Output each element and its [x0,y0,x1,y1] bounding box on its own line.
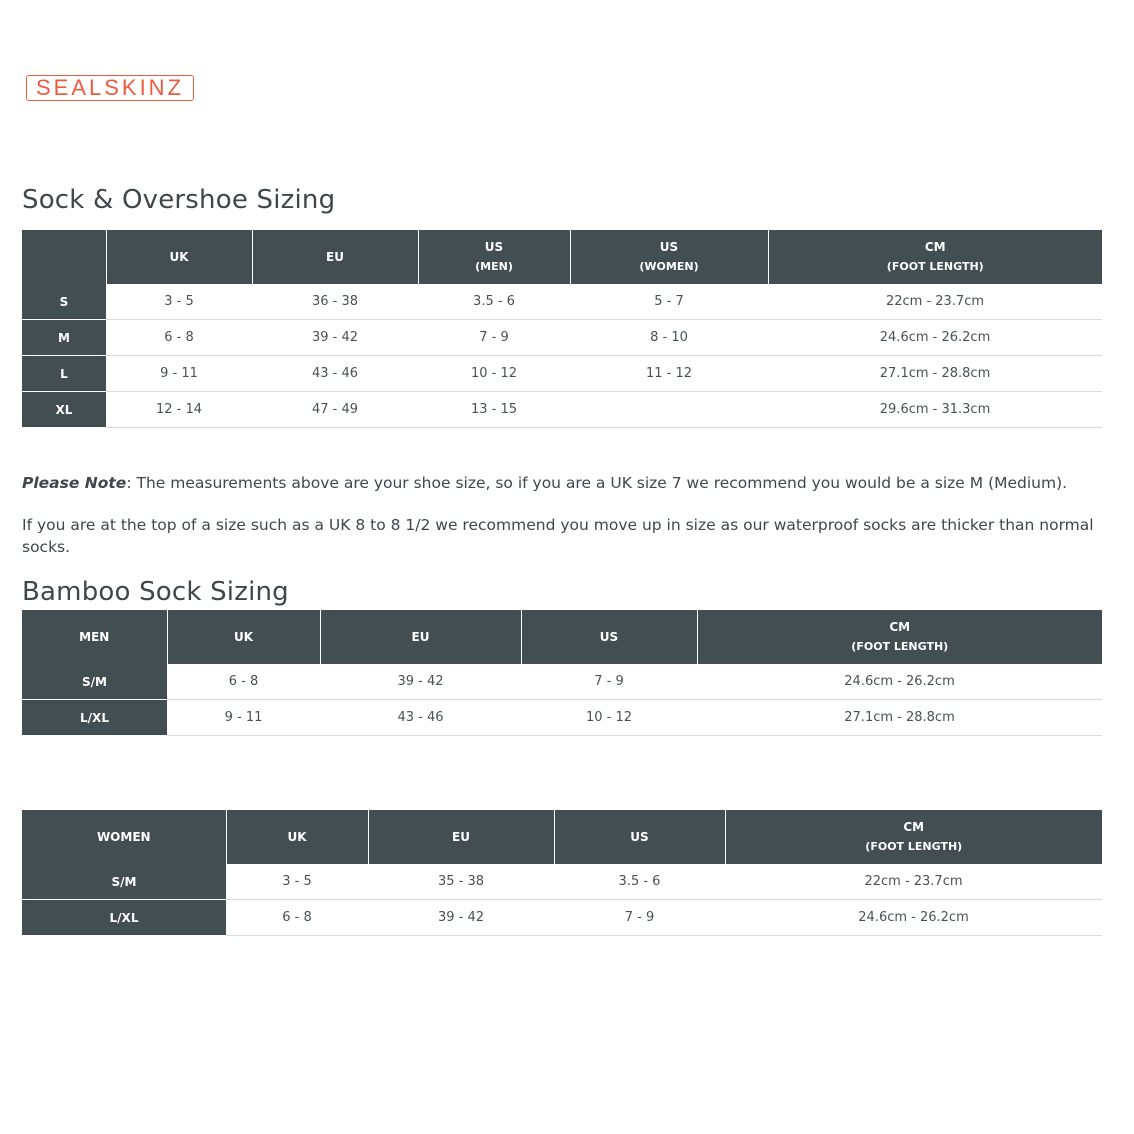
size-label: XL [22,392,106,428]
cell-uk: 9 - 11 [167,700,320,736]
cell-cm: 22cm - 23.7cm [725,864,1102,900]
cell-uk: 6 - 8 [226,900,368,936]
size-label: S/M [22,664,167,700]
header-men: MEN [22,610,167,664]
size-label: L [22,356,106,392]
header-cm: CM (FOOT LENGTH) [725,810,1102,864]
size-label: S [22,284,106,320]
table-row [22,664,1102,700]
bamboo-women-table [22,810,1102,936]
table-header-row [22,810,1102,864]
cell-eu: 39 - 42 [252,320,418,356]
table-row [22,356,1102,392]
cell-us-women: 11 - 12 [570,356,768,392]
cell-cm: 27.1cm - 28.8cm [768,356,1102,392]
header-uk: UK [106,230,252,284]
cell-us-women: 8 - 10 [570,320,768,356]
header-uk: UK [226,810,368,864]
cell-cm: 22cm - 23.7cm [768,284,1102,320]
cell-uk: 9 - 11 [106,356,252,392]
cell-us-women: 5 - 7 [570,284,768,320]
cell-us: 7 - 9 [521,664,697,700]
size-label: S/M [22,864,226,900]
cell-eu: 43 - 46 [252,356,418,392]
size-label: M [22,320,106,356]
table-row [22,320,1102,356]
table-header-row [22,230,1102,284]
table-row [22,392,1102,428]
logo-text: SEALSKINZ [35,75,185,100]
please-note-label: Please Note [22,474,127,492]
cell-cm: 24.6cm - 26.2cm [768,320,1102,356]
table-row [22,284,1102,320]
header-size [22,230,106,284]
sealskinz-logo[interactable] [26,75,194,101]
cell-us: 3.5 - 6 [554,864,725,900]
header-us-women: US (WOMEN) [570,230,768,284]
cell-cm: 27.1cm - 28.8cm [697,700,1102,736]
header-uk: UK [167,610,320,664]
bamboo-sizing-title: Bamboo Sock Sizing [22,577,289,607]
cell-eu: 43 - 46 [320,700,521,736]
cell-us: 7 - 9 [554,900,725,936]
cell-us: 10 - 12 [521,700,697,736]
table-row [22,900,1102,936]
cell-eu: 39 - 42 [320,664,521,700]
size-advice: If you are at the top of a size such as a UK 8 to 8 1/2 we recommend you move up in size as our waterproof socks are thicker than normal socks. [22,516,1094,556]
table-header-row [22,610,1102,664]
cell-us-men: 7 - 9 [418,320,570,356]
header-cm: CM (FOOT LENGTH) [697,610,1102,664]
header-eu: EU [252,230,418,284]
cell-cm: 29.6cm - 31.3cm [768,392,1102,428]
header-eu: EU [368,810,554,864]
header-us: US [554,810,725,864]
table-row [22,864,1102,900]
sock-sizing-table [22,230,1102,428]
cell-eu: 47 - 49 [252,392,418,428]
cell-eu: 35 - 38 [368,864,554,900]
cell-eu: 36 - 38 [252,284,418,320]
cell-uk: 3 - 5 [226,864,368,900]
cell-eu: 39 - 42 [368,900,554,936]
sock-sizing-title: Sock & Overshoe Sizing [22,185,336,215]
cell-uk: 6 - 8 [167,664,320,700]
cell-uk: 6 - 8 [106,320,252,356]
cell-cm: 24.6cm - 26.2cm [725,900,1102,936]
header-us: US [521,610,697,664]
table-row [22,700,1102,736]
cell-us-women [570,392,768,428]
cell-uk: 3 - 5 [106,284,252,320]
cell-us-men: 3.5 - 6 [418,284,570,320]
size-label: L/XL [22,700,167,736]
size-label: L/XL [22,900,226,936]
please-note-text: : The measurements above are your shoe size, so if you are a UK size 7 we recommend you would be a size M (Medium). [126,474,1068,492]
header-women: WOMEN [22,810,226,864]
cell-us-men: 10 - 12 [418,356,570,392]
cell-uk: 12 - 14 [106,392,252,428]
cell-us-men: 13 - 15 [418,392,570,428]
header-eu: EU [320,610,521,664]
cell-cm: 24.6cm - 26.2cm [697,664,1102,700]
bamboo-men-table [22,610,1102,736]
please-note [22,472,1102,494]
header-cm: CM (FOOT LENGTH) [768,230,1102,284]
header-us-men: US (MEN) [418,230,570,284]
